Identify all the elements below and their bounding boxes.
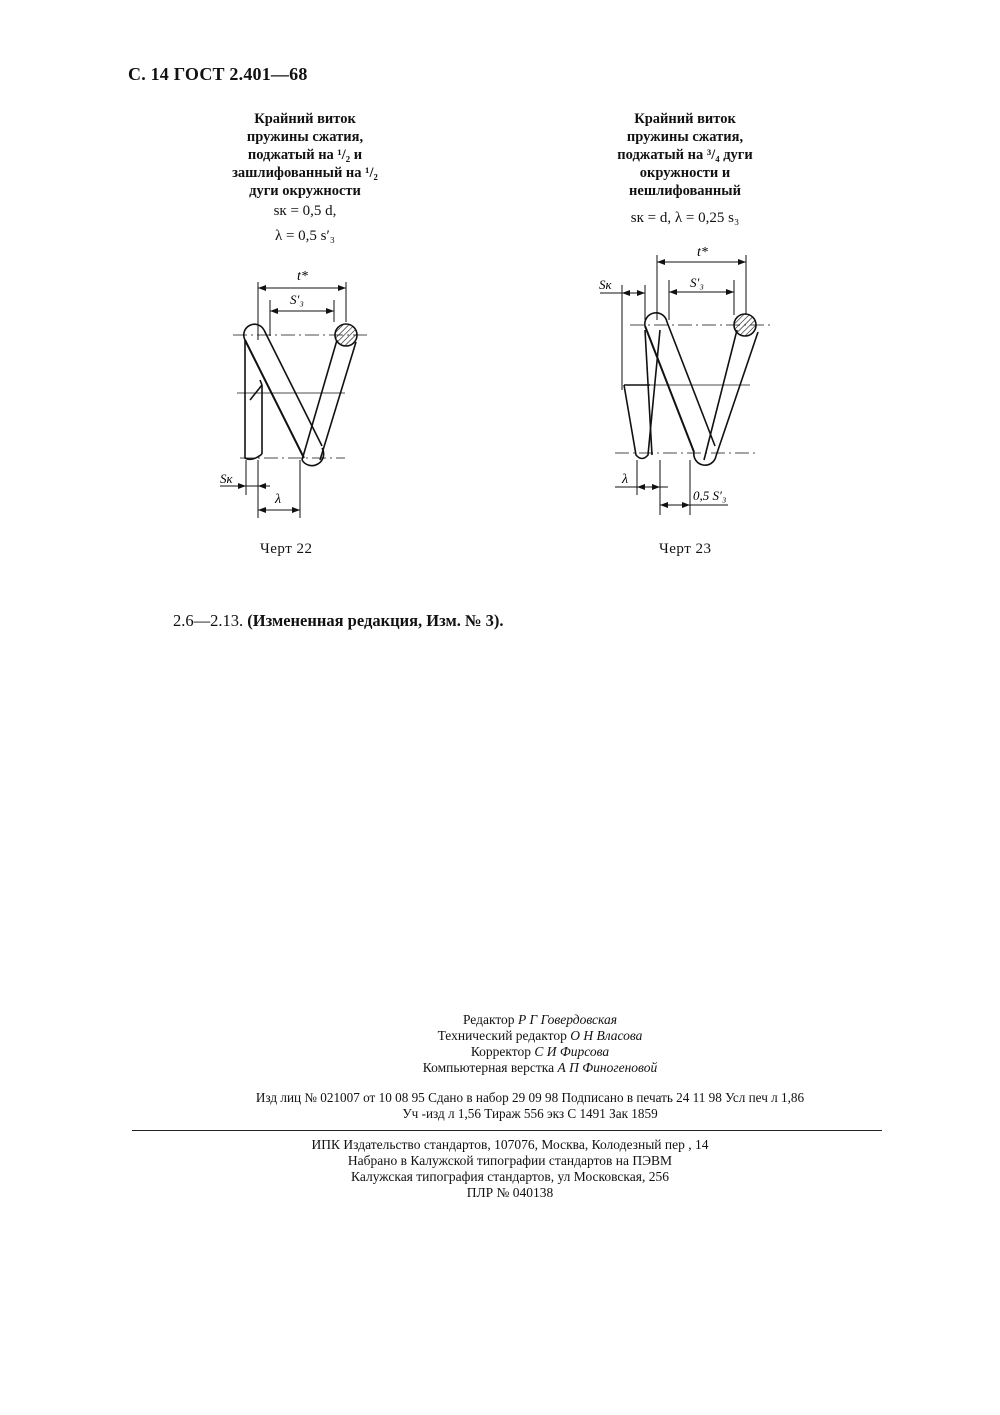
dim-label-sk: Sк <box>599 277 612 292</box>
caption-line: окружности и <box>639 165 731 181</box>
figure-22-formula-1: sк = 0,5 d, <box>273 203 337 219</box>
dim-label-lambda: λ <box>622 472 629 487</box>
figure-23-formula: sк = d, λ = 0,25 s₃ <box>630 210 740 226</box>
caption-line: зашлифованный на ¹/₂ <box>232 165 378 181</box>
caption-line: Крайний виток <box>254 111 356 127</box>
figure-23-label: Черт 23 <box>659 541 712 557</box>
pub-line-2: Уч -изд л 1,56 Тираж 556 экз С 1491 Зак 1859 <box>402 1106 658 1121</box>
dim-label-sk: Sк <box>220 471 233 486</box>
caption-line: пружины сжатия, <box>246 129 364 145</box>
layout-line: Компьютерная верстка А П Финогеновой <box>422 1060 658 1075</box>
publisher-footer <box>230 1137 790 1201</box>
caption-line: нешлифованный <box>629 183 741 199</box>
note-text: (Измененная редакция, Изм. № 3). <box>247 611 504 630</box>
pub-line-1: Изд лиц № 021007 от 10 08 95 Сдано в набор 29 09 98 Подписано в печать 24 11 98 Усл печ л 1,86 <box>255 1090 805 1105</box>
caption-line: дуги окружности <box>249 183 361 199</box>
editor-line: Редактор Р Г Говердовская <box>462 1012 618 1027</box>
corrector-line: Корректор С И Фирсова <box>470 1044 610 1059</box>
note-range: 2.6—2.13. <box>173 611 244 630</box>
footer-line: ИПК Издательство стандартов, 107076, Москва, Колодезный пер , 14 <box>311 1137 709 1152</box>
dim-label-t: t* <box>297 269 308 284</box>
page-header: С. 14 ГОСТ 2.401—68 <box>128 64 308 84</box>
figure-22-label: Черт 22 <box>260 541 313 557</box>
spring-drawing-23 <box>590 240 780 530</box>
dim-label-t: t* <box>697 245 708 260</box>
dim-label-half-s3: 0,5 S′₃ <box>693 488 727 503</box>
divider <box>132 1130 882 1131</box>
tech-editor-line: Технический редактор О Н Власова <box>437 1028 643 1043</box>
figure-23-caption <box>565 110 805 200</box>
figure-22-caption <box>190 110 420 200</box>
caption-line: поджатый на ¹/₂ и <box>247 147 363 163</box>
footer-line: Калужская типография стандартов, ул Московская, 256 <box>351 1169 669 1184</box>
dim-label-lambda: λ <box>275 492 282 507</box>
publication-info <box>180 1090 880 1122</box>
footer-line: Набрано в Калужской типографии стандартов на ПЭВМ <box>347 1153 673 1168</box>
figure-22-formula-2: λ = 0,5 s′₃ <box>274 228 336 244</box>
caption-line: пружины сжатия, <box>626 129 744 145</box>
spring-drawing-22 <box>210 250 390 530</box>
amendment-note <box>173 611 504 631</box>
caption-line: поджатый на ³/₄ дуги <box>617 147 753 163</box>
imprint-credits <box>330 1012 750 1076</box>
caption-line: Крайний виток <box>634 111 736 127</box>
footer-line: ПЛР № 040138 <box>466 1185 554 1200</box>
dim-label-s3: S′₃ <box>290 292 304 307</box>
dim-label-s3: S′₃ <box>690 275 704 290</box>
